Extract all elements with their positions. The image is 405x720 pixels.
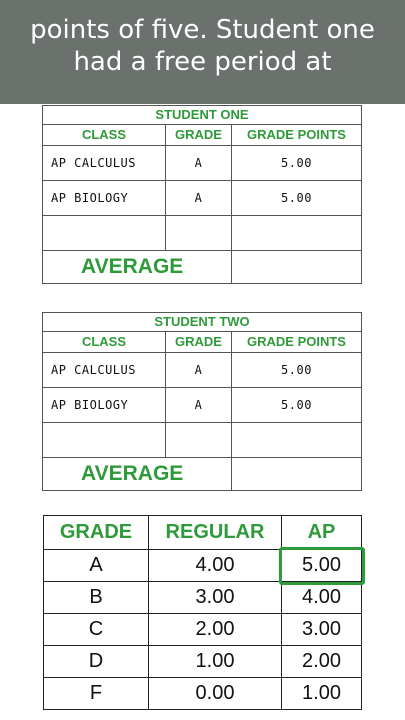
caption-line-1: points of five. Student one <box>30 15 375 45</box>
grade-cell: B <box>44 582 149 614</box>
table-row <box>44 614 362 646</box>
regular-cell: 3.00 <box>149 582 282 614</box>
average-label: AVERAGE <box>43 458 232 491</box>
highlight-box <box>279 547 365 585</box>
grade-cell: A <box>44 550 149 582</box>
empty-cell <box>43 423 166 458</box>
column-header-grade: GRADE <box>166 125 232 146</box>
table-row <box>44 678 362 710</box>
column-header-ap: AP <box>282 516 362 550</box>
table-row <box>43 388 362 423</box>
points-cell: 5.00 <box>232 353 362 388</box>
column-header-grade: GRADE <box>166 332 232 353</box>
grade-cell: F <box>44 678 149 710</box>
column-header-class: CLASS <box>43 125 166 146</box>
empty-cell <box>43 216 166 251</box>
points-cell: 5.00 <box>232 146 362 181</box>
caption-line-2: had a free period at <box>73 47 332 77</box>
ap-cell: 1.00 <box>282 678 362 710</box>
ap-value: 5.00 <box>302 554 341 576</box>
grade-cell: A <box>166 146 232 181</box>
grade-cell: A <box>166 353 232 388</box>
average-value-cell <box>232 458 362 491</box>
ap-cell-highlighted <box>282 550 362 582</box>
table-row <box>43 353 362 388</box>
column-header-grade: GRADE <box>44 516 149 550</box>
grade-cell: A <box>166 181 232 216</box>
caption-banner <box>0 0 405 104</box>
grade-cell: D <box>44 646 149 678</box>
ap-cell: 3.00 <box>282 614 362 646</box>
empty-cell <box>166 216 232 251</box>
table-title: STUDENT ONE <box>43 106 362 125</box>
class-cell: AP CALCULUS <box>43 146 166 181</box>
points-cell: 5.00 <box>232 181 362 216</box>
table-row <box>44 646 362 678</box>
column-header-grade-points: GRADE POINTS <box>232 125 362 146</box>
grade-cell: C <box>44 614 149 646</box>
ap-cell: 2.00 <box>282 646 362 678</box>
regular-cell: 2.00 <box>149 614 282 646</box>
empty-row <box>43 423 362 458</box>
class-cell: AP CALCULUS <box>43 353 166 388</box>
average-value-cell <box>232 251 362 284</box>
ap-cell: 4.00 <box>282 582 362 614</box>
student-one-table <box>42 105 362 284</box>
empty-row <box>43 216 362 251</box>
table-row <box>44 550 362 582</box>
regular-cell: 4.00 <box>149 550 282 582</box>
column-header-regular: REGULAR <box>149 516 282 550</box>
student-two-table <box>42 312 362 491</box>
table-title: STUDENT TWO <box>43 313 362 332</box>
table-row <box>44 582 362 614</box>
empty-cell <box>232 216 362 251</box>
column-header-class: CLASS <box>43 332 166 353</box>
table-row <box>43 146 362 181</box>
grade-scale-table <box>43 515 362 710</box>
class-cell: AP BIOLOGY <box>43 181 166 216</box>
table-row <box>43 181 362 216</box>
grade-cell: A <box>166 388 232 423</box>
points-cell: 5.00 <box>232 388 362 423</box>
class-cell: AP BIOLOGY <box>43 388 166 423</box>
empty-cell <box>166 423 232 458</box>
column-header-grade-points: GRADE POINTS <box>232 332 362 353</box>
average-label: AVERAGE <box>43 251 232 284</box>
regular-cell: 0.00 <box>149 678 282 710</box>
regular-cell: 1.00 <box>149 646 282 678</box>
empty-cell <box>232 423 362 458</box>
